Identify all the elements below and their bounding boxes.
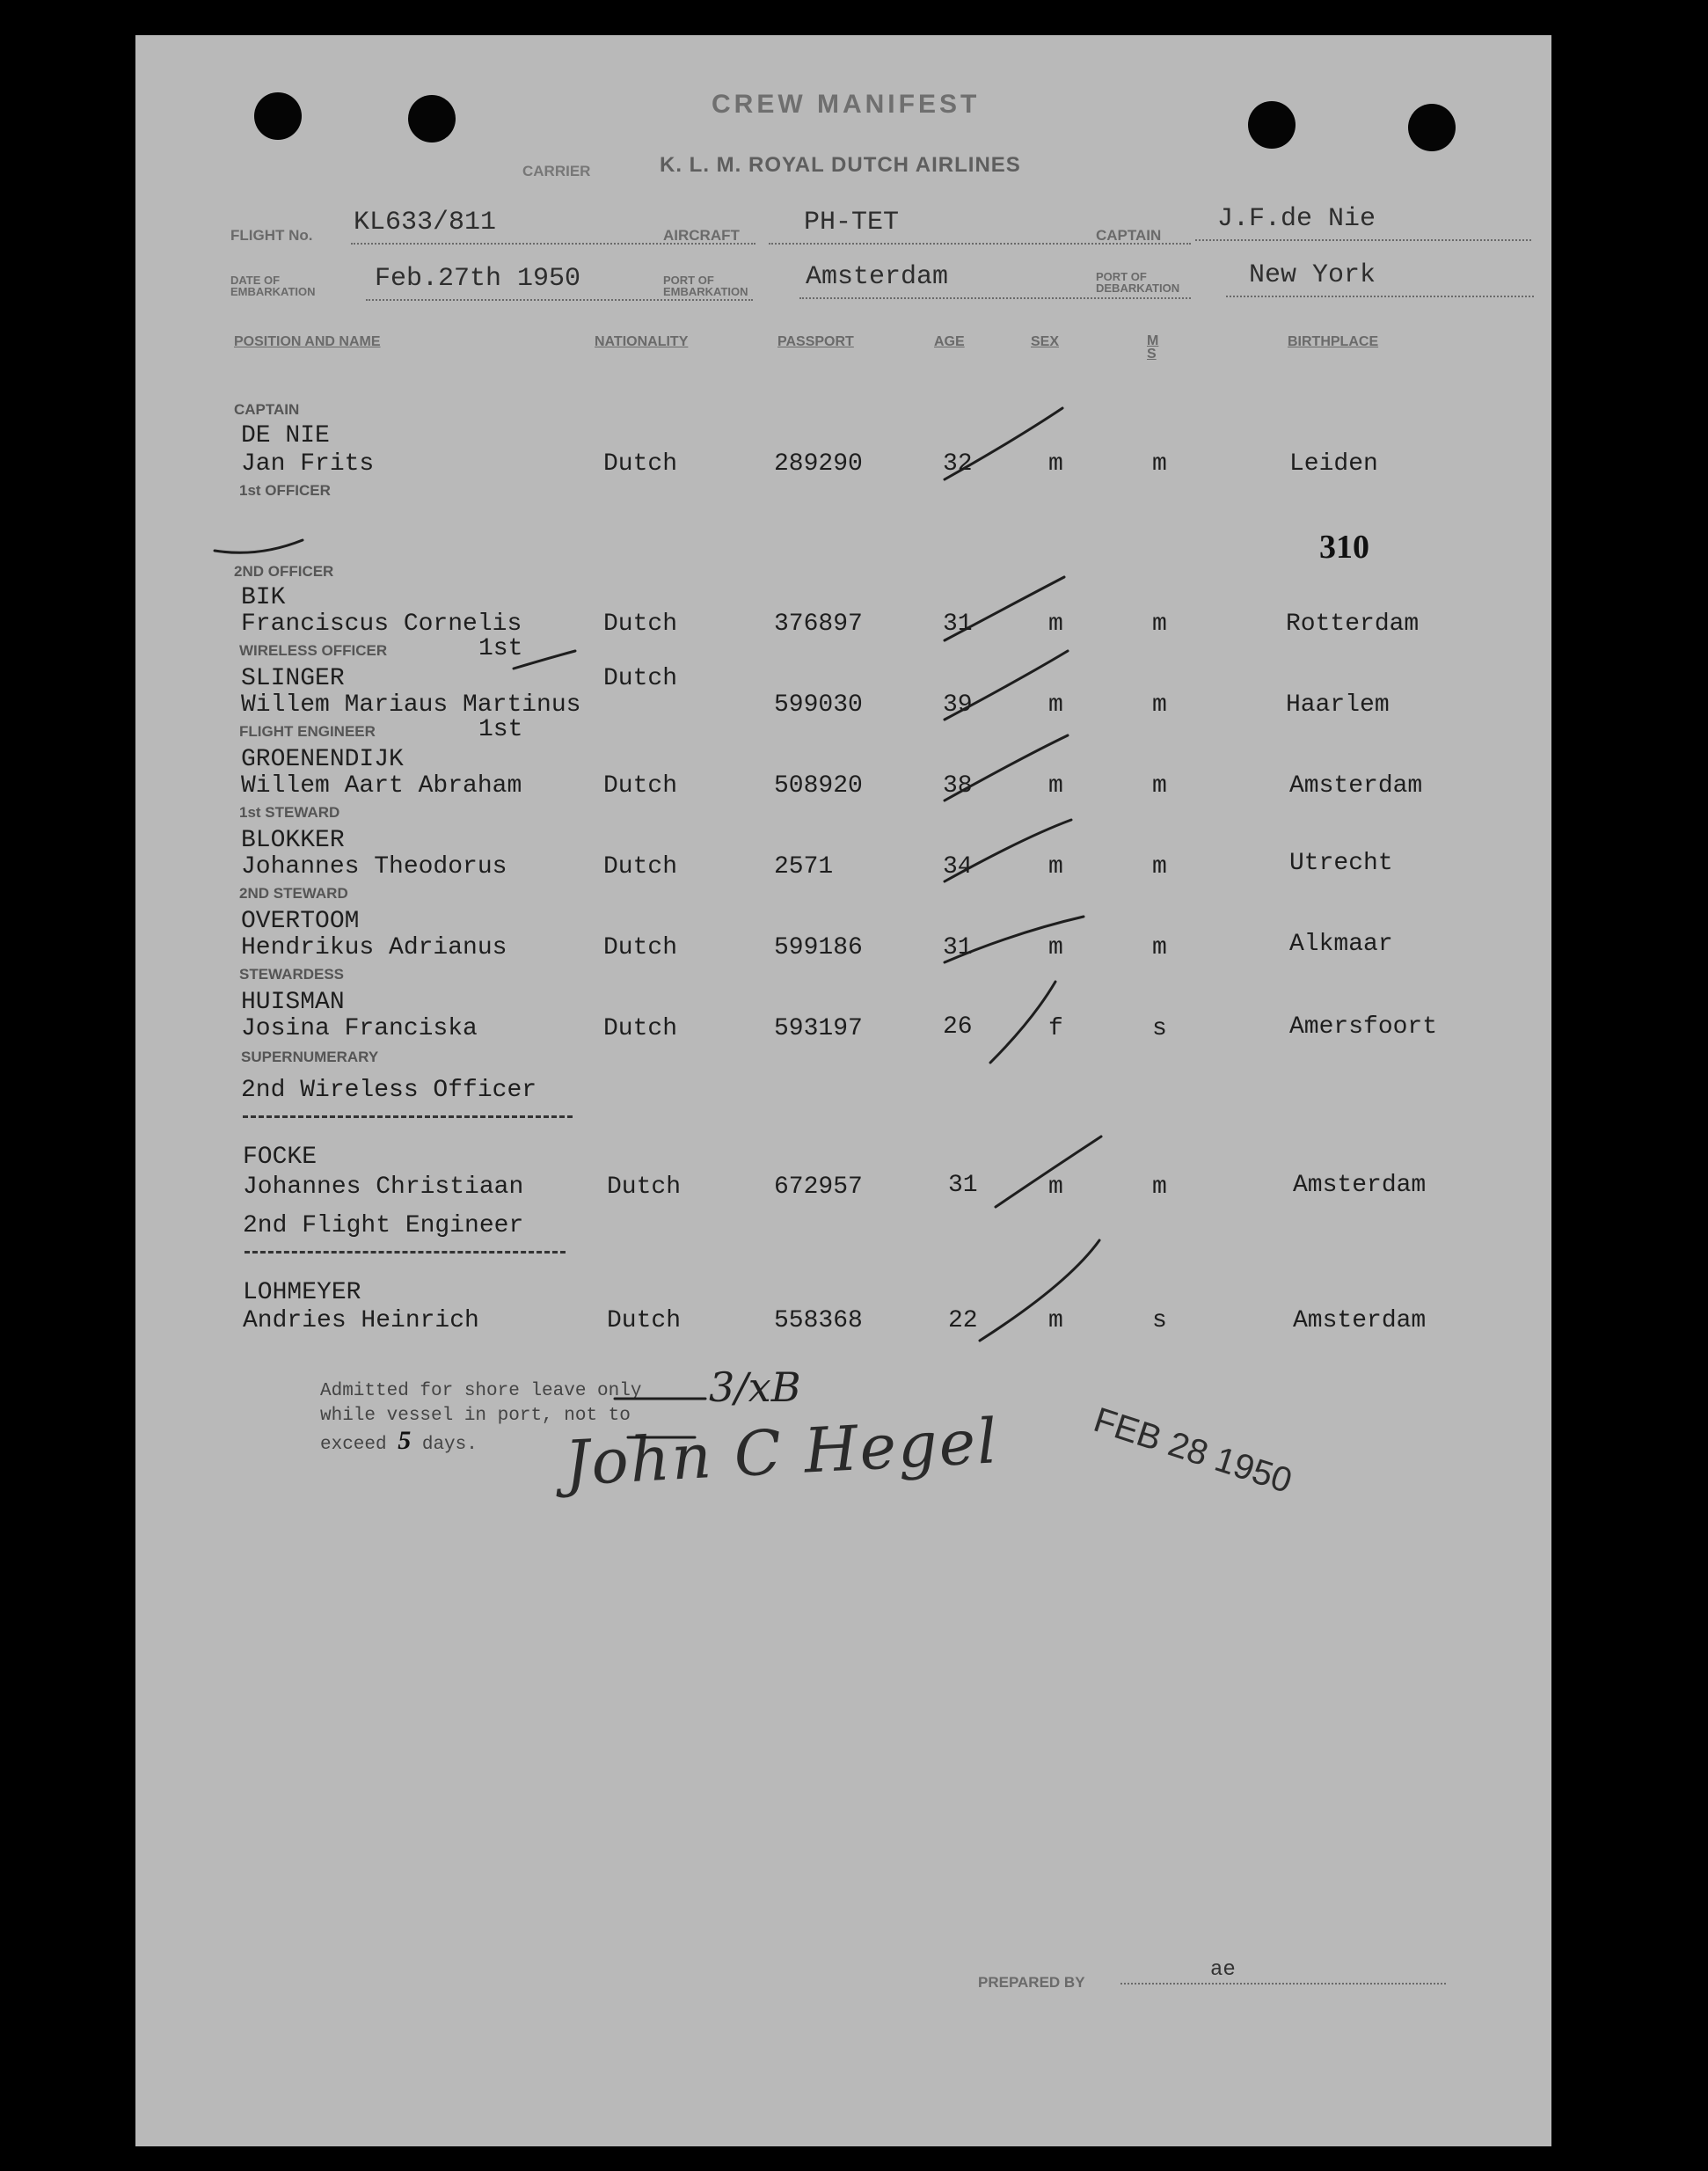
crew-passport: 599186 (774, 934, 863, 961)
crew-birthplace: Amsterdam (1289, 772, 1423, 800)
col-age: AGE (934, 334, 965, 349)
crew-marital: m (1152, 853, 1167, 881)
position-label: 2ND STEWARD (239, 885, 348, 902)
date-label: DATE OF EMBARKATION (230, 274, 316, 298)
crew-age: 34 (943, 853, 973, 881)
position-label: CAPTAIN (234, 401, 300, 418)
check-mark (945, 820, 1071, 881)
crew-marital: s (1152, 1307, 1167, 1334)
signature: John C Hegel (563, 1405, 1001, 1500)
crew-nationality: Dutch (603, 772, 678, 800)
position-label: 1st OFFICER (239, 482, 331, 499)
position-note: 1st (478, 716, 523, 743)
flight-no-label: FLIGHT No. (230, 227, 313, 244)
crew-age: 38 (943, 772, 973, 800)
crew-sex: m (1048, 610, 1063, 638)
stamp-text: days. (421, 1435, 478, 1455)
crew-birthplace: Amsterdam (1293, 1307, 1427, 1334)
crew-age: 31 (948, 1172, 978, 1199)
crew-marital: m (1152, 934, 1167, 961)
date-stamp: FEB 28 1950 (1089, 1400, 1297, 1502)
crew-passport: 558368 (774, 1307, 863, 1334)
pen-marks (135, 35, 1551, 2146)
pen-flourish (215, 540, 303, 552)
position-label: SUPERNUMERARY (241, 1049, 379, 1065)
captain-label: CAPTAIN (1096, 227, 1162, 244)
crew-given-name: Willem Mariaus Martinus (241, 691, 581, 719)
crew-given-name: Johannes Theodorus (241, 853, 507, 881)
crew-marital: m (1152, 450, 1167, 478)
crew-passport: 508920 (774, 772, 863, 800)
pen-flourish (514, 651, 575, 669)
position-label: 2nd Wireless Officer (241, 1077, 537, 1104)
crew-passport: 672957 (774, 1173, 863, 1201)
crew-given-name: Hendrikus Adrianus (241, 934, 507, 961)
col-nationality: NATIONALITY (595, 334, 689, 349)
crew-passport: 599030 (774, 691, 863, 719)
position-label: WIRELESS OFFICER (239, 642, 388, 659)
crew-given-name: Franciscus Cornelis (241, 610, 522, 638)
crew-birthplace: Amsterdam (1293, 1172, 1427, 1199)
position-label: 1st STEWARD (239, 804, 340, 821)
crew-birthplace: Leiden (1289, 450, 1378, 478)
crew-passport: 289290 (774, 450, 863, 478)
check-mark (945, 735, 1068, 800)
crew-age: 31 (943, 610, 973, 638)
crew-surname: BLOKKER (241, 827, 345, 854)
check-mark (945, 408, 1062, 479)
crew-nationality: Dutch (603, 450, 678, 478)
crew-sex: m (1048, 450, 1063, 478)
carrier-name: K. L. M. ROYAL DUTCH AIRLINES (660, 153, 1021, 177)
check-mark (945, 651, 1068, 720)
crew-surname: DE NIE (241, 422, 330, 450)
check-mark (980, 1240, 1099, 1341)
stamp-line: Admitted for shore leave only (320, 1381, 642, 1401)
position-label: FLIGHT ENGINEER (239, 723, 376, 740)
port-dis-value: New York (1249, 260, 1376, 290)
col-ms: M S (1147, 333, 1159, 362)
crew-nationality: Dutch (603, 934, 678, 961)
position-label: STEWARDESS (239, 966, 345, 983)
crew-sex: f (1048, 1015, 1063, 1042)
crew-given-name: Andries Heinrich (243, 1307, 479, 1334)
crew-birthplace: Utrecht (1289, 850, 1393, 877)
crew-marital: m (1152, 691, 1167, 719)
col-birthplace: BIRTHPLACE (1288, 334, 1379, 349)
check-mark (945, 917, 1084, 962)
crew-surname: FOCKE (243, 1144, 318, 1171)
handwritten-initials: 3/xB (709, 1363, 801, 1411)
crew-sex: m (1048, 934, 1063, 961)
aircraft-value: PH-TET (804, 208, 900, 238)
form-title: CREW MANIFEST (712, 90, 981, 119)
crew-nationality: Dutch (603, 610, 678, 638)
crew-age: 31 (943, 934, 973, 961)
crew-sex: m (1048, 1173, 1063, 1201)
crew-birthplace: Alkmaar (1289, 931, 1393, 958)
crew-sex: m (1048, 1307, 1063, 1334)
stamp-days: 5 (398, 1426, 412, 1455)
crew-marital: m (1152, 1173, 1167, 1201)
crew-passport: 2571 (774, 853, 834, 881)
crew-given-name: Jan Frits (241, 450, 375, 478)
crew-sex: m (1048, 691, 1063, 719)
crew-surname: HUISMAN (241, 989, 345, 1016)
crew-given-name: Johannes Christiaan (243, 1173, 524, 1201)
position-note: 1st (478, 635, 523, 662)
check-mark (945, 577, 1064, 640)
crew-given-name: Willem Aart Abraham (241, 772, 522, 800)
crew-nationality: Dutch (603, 1015, 678, 1042)
crew-passport: 376897 (774, 610, 863, 638)
crew-nationality: Dutch (607, 1173, 682, 1201)
prepared-by-value: ae (1210, 1958, 1236, 1982)
crew-age: 26 (943, 1013, 973, 1041)
date-value: Feb.27th 1950 (375, 264, 581, 294)
crew-sex: m (1048, 853, 1063, 881)
crew-surname: OVERTOOM (241, 908, 360, 935)
crew-nationality: Dutch (603, 853, 678, 881)
flight-no-value: KL633/811 (354, 208, 497, 238)
crew-marital: s (1152, 1015, 1167, 1042)
crew-marital: m (1152, 772, 1167, 800)
crew-age: 32 (943, 450, 973, 478)
crew-surname: LOHMEYER (243, 1279, 361, 1306)
crew-marital: m (1152, 610, 1167, 638)
crew-age: 39 (943, 691, 973, 719)
crew-surname: GROENENDIJK (241, 746, 404, 773)
crew-given-name: Josina Franciska (241, 1015, 478, 1042)
crew-passport: 593197 (774, 1015, 863, 1042)
position-label: 2ND OFFICER (234, 563, 334, 580)
crew-birthplace: Rotterdam (1286, 610, 1420, 638)
crew-age: 22 (948, 1307, 978, 1334)
crew-surname: SLINGER (241, 665, 345, 692)
port-emb-label: PORT OF EMBARKATION (663, 274, 748, 298)
captain-value: J.F.de Nie (1217, 204, 1376, 234)
crew-nationality: Dutch (603, 665, 678, 692)
port-emb-value: Amsterdam (806, 262, 949, 292)
col-position: POSITION AND NAME (234, 334, 381, 349)
crew-surname: BIK (241, 584, 286, 611)
col-sex: SEX (1031, 334, 1060, 349)
check-mark (996, 1137, 1101, 1207)
manifest-sheet (135, 35, 1551, 2146)
aircraft-label: AIRCRAFT (663, 227, 740, 244)
prepared-by-label: PREPARED BY (978, 1974, 1085, 1991)
crew-birthplace: Haarlem (1286, 691, 1390, 719)
page-number: 310 (1319, 529, 1369, 566)
crew-birthplace: Amersfoort (1289, 1013, 1438, 1041)
crew-sex: m (1048, 772, 1063, 800)
crew-nationality: Dutch (607, 1307, 682, 1334)
port-dis-label: PORT OF DEBARKATION (1096, 270, 1180, 295)
stamp-text: exceed (320, 1435, 387, 1455)
check-mark (990, 982, 1055, 1063)
col-passport: PASSPORT (777, 334, 854, 349)
stamp-line: while vessel in port, not to (320, 1406, 631, 1426)
position-label: 2nd Flight Engineer (243, 1212, 524, 1239)
carrier-label: CARRIER (522, 163, 591, 179)
